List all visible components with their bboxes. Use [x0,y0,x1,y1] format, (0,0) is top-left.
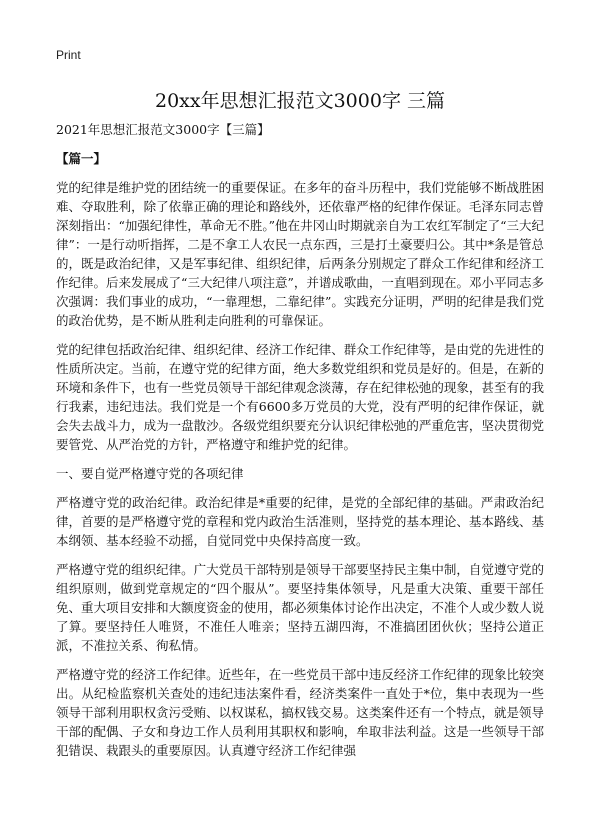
section-heading: 一、要自觉严格遵守党的各项纪律 [56,466,244,481]
paragraph: 严格遵守党的经济工作纪律。近些年，在一些党员干部中违反经济工作纪律的现象比较突出。从纪检监察机关查处的违纪违法案件看，经济类案件一直处于*位，集中表现为一些领导干部利用职权贪污受贿、以权谋私，搞权钱交易。这类案件还有一个特点，就是领导干部的配偶、子女和身边工作人员利用其职权和影响，牟取非法利益。这是一些领导干部犯错误、栽跟头的重要原因。认真遵守经济工作纪律强 [56,667,544,758]
page-title: 20xx年思想汇报范文3000字 三篇 [154,90,445,112]
document-body [56,120,544,770]
section-label: 【篇一】 [56,151,107,166]
paragraph: 党的纪律包括政治纪律、组织纪律、经济工作纪律、群众工作纪律等，是由党的先进性的性质所决定。当前，在遵守党的纪律方面，绝大多数党组织和党员是好的。但是，在新的环境和条件下，也有一些党员领导干部纪律观念淡薄，存在纪律松弛的现象，甚至有的我行我素，违纪违法。我们党是一个有6600多万党员的大党，没有严明的纪律作保证，就会失去战斗力，成为一盘散沙。各级党组织要充分认识纪律松弛的严重危害，坚决贯彻党要管党、从严治党的方针，严格遵守和维护党的纪律。 [56,342,544,452]
paragraph: 严格遵守党的政治纪律。政治纪律是*重要的纪律，是党的全部纪律的基础。严肃政治纪律，首要的是严格遵守党的章程和党内政治生活准则，坚持党的基本理论、基本路线、基本纲领、基本经验不动摇，自觉同党中央保持高度一致。 [56,495,544,548]
paragraph: 严格遵守党的组织纪律。广大党员干部特别是领导干部要坚持民主集中制，自觉遵守党的组织原则，做到党章规定的“四个服从”。要坚持集体领导，凡是重大决策、重要干部任免、重大项目安排和大额度资金的使用，都必须集体讨论作出决定，不准个人或少数人说了算。要坚持任人唯贤，不准任人唯亲；坚持五湖四海，不准搞团团伙伙；坚持公道正派，不准拉关系、徇私情。 [56,562,544,653]
subtitle: 2021年思想汇报范文3000字【三篇】 [56,122,270,137]
paragraph: 党的纪律是维护党的团结统一的重要保证。在多年的奋斗历程中，我们党能够不断战胜困难、夺取胜利，除了依靠正确的理论和路线外，还依靠严格的纪律作保证。毛泽东同志曾深刻指出：“加强纪律性，革命无不胜。”他在井冈山时期就亲自为工农红军制定了“三大纪律”：一是行动听指挥，二是不拿工人农民一点东西，三是打土豪要归公。其中*条是管总的，既是政治纪律，又是军事纪律、组织纪律，后两条分别规定了群众工作纪律和经济工作纪律。后来发展成了“三大纪律八项注意”，并谱成歌曲，一直唱到现在。邓小平同志多次强调：我们事业的成功，“一靠理想，二靠纪律”。实践充分证明，严明的纪律是我们党的政治优势，是不断从胜利走向胜利的可靠保证。 [56,180,544,328]
print-link[interactable]: Print [56,48,81,62]
